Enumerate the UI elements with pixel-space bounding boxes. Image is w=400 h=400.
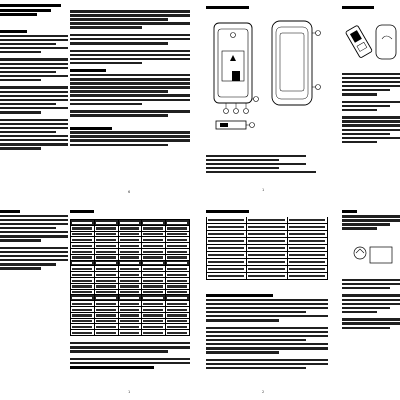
table-row — [206, 252, 328, 259]
table-row — [206, 231, 328, 238]
table-row — [206, 245, 328, 252]
page-top-3-number: 1 — [262, 188, 265, 192]
page-bottom-4-header — [342, 204, 400, 213]
page-top-4-header — [342, 2, 400, 9]
page-top-3-header — [206, 2, 328, 9]
page-top-1-header — [0, 2, 68, 16]
table-row — [206, 266, 328, 273]
page-top-3-text — [206, 155, 328, 174]
table-row — [206, 217, 328, 224]
page-bottom-3-header — [206, 204, 328, 213]
page-bottom-2-header — [70, 204, 190, 213]
page-bottom-4-text-1 — [342, 215, 400, 230]
page-bottom-2 — [70, 204, 190, 400]
table-row — [206, 224, 328, 231]
table-row — [206, 259, 328, 266]
page-bottom-2-text — [70, 342, 190, 369]
table-row — [206, 273, 328, 280]
phone-back-diagram — [206, 11, 328, 131]
page-bottom-1 — [0, 204, 68, 400]
page-bottom-2-number: 1 — [128, 390, 131, 394]
table-row — [206, 238, 328, 245]
page-top-1 — [0, 2, 68, 198]
page-bottom-3-number: 2 — [262, 390, 265, 394]
page-bottom-3 — [206, 204, 328, 400]
page-bottom-1-text — [0, 204, 68, 270]
spec-table-1 — [70, 219, 190, 336]
page-top-2 — [70, 2, 190, 198]
sim-card-diagram — [342, 235, 400, 275]
page-top-2-number: 6 — [128, 190, 131, 194]
page-bottom-4 — [342, 204, 400, 400]
page-top-4-text — [342, 73, 400, 144]
page-top-2-text — [70, 2, 190, 146]
table-row — [70, 330, 190, 336]
page-bottom-4-text-2 — [342, 279, 400, 329]
page-top-4 — [342, 2, 400, 198]
page-top-1-text — [0, 30, 68, 150]
page-top-3 — [206, 2, 328, 198]
battery-insert-diagram — [342, 11, 400, 67]
spec-table-2 — [206, 217, 328, 280]
page-bottom-3-text — [206, 294, 328, 369]
